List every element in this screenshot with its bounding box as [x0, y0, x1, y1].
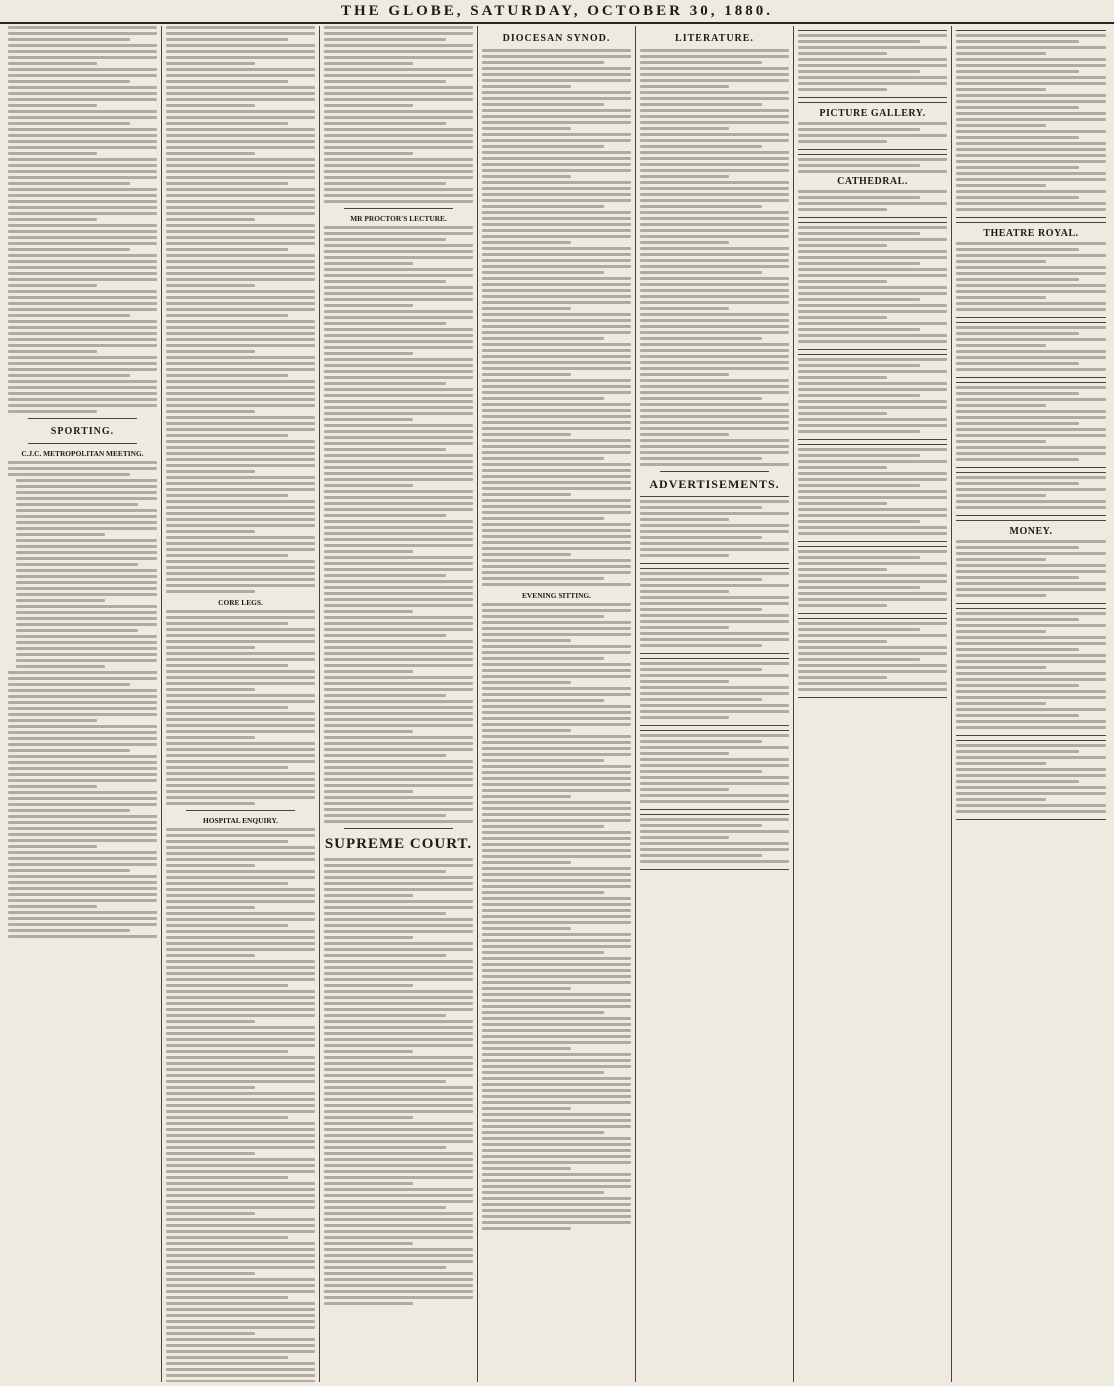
advertisement: [956, 608, 1106, 736]
article-body-placeholder: [482, 49, 631, 586]
article-body-placeholder: [324, 858, 473, 1305]
advertisement: [956, 322, 1106, 378]
advertisement: [640, 814, 789, 870]
article-body-placeholder: [166, 610, 315, 805]
advertisement-heading: MONEY.: [1009, 526, 1053, 537]
article-body-placeholder: [482, 603, 631, 1230]
article-heading: EVENING SITTING.: [522, 591, 591, 600]
section-heading: DIOCESAN SYNOD.: [502, 33, 611, 44]
column-4: [478, 26, 636, 1382]
column-grid: [4, 26, 1110, 1382]
section-heading: ADVERTISEMENTS.: [649, 477, 780, 491]
advertisement: [798, 618, 947, 698]
column-6: [794, 26, 952, 1382]
article-heading: MR PROCTOR'S LECTURE.: [350, 214, 447, 223]
column-7: [952, 26, 1110, 1382]
article-body-placeholder: [8, 461, 157, 938]
advertisement: [956, 222, 1106, 318]
article-body-placeholder: [166, 26, 315, 593]
advertisement-heading: THEATRE ROYAL.: [983, 228, 1079, 239]
advertisement: [956, 30, 1106, 218]
advertisement: [798, 354, 947, 440]
advertisement: [798, 444, 947, 542]
column-5: [636, 26, 794, 1382]
article-heading: HOSPITAL ENQUIRY.: [203, 816, 278, 825]
column-3: [320, 26, 478, 1382]
masthead-title: THE GLOBE, SATURDAY, OCTOBER 30, 1880.: [341, 2, 773, 19]
advertisement: [798, 154, 947, 218]
column-2: [162, 26, 320, 1382]
article-body-placeholder: [324, 226, 473, 823]
advertisement: [798, 102, 947, 150]
advertisement: [956, 520, 1106, 604]
section-heading: SPORTING.: [50, 426, 115, 437]
article-heading: C.J.C. METROPOLITAN MEETING.: [21, 449, 144, 458]
advertisement: [956, 382, 1106, 468]
advertisement: [640, 658, 789, 726]
article-body-placeholder: [324, 26, 473, 203]
section-heading: LITERATURE.: [675, 33, 754, 44]
advertisement: [640, 568, 789, 654]
advertisement: [640, 496, 789, 564]
advertisement: [798, 30, 947, 98]
column-1: [4, 26, 162, 1382]
advertisement: [640, 730, 789, 810]
advertisement: [798, 546, 947, 614]
advertisement-heading: PICTURE GALLERY.: [819, 108, 926, 119]
advertisement-heading: CATHEDRAL.: [837, 176, 908, 187]
advertisement: [956, 472, 1106, 516]
article-body-placeholder: [8, 26, 157, 413]
article-heading: CORE LEGS.: [218, 598, 263, 607]
article-body-placeholder: [166, 828, 315, 1382]
advertisement: [956, 740, 1106, 820]
section-heading: SUPREME COURT.: [324, 836, 473, 852]
article-body-placeholder: [640, 49, 789, 466]
masthead: [0, 0, 1114, 24]
advertisement: [798, 222, 947, 350]
